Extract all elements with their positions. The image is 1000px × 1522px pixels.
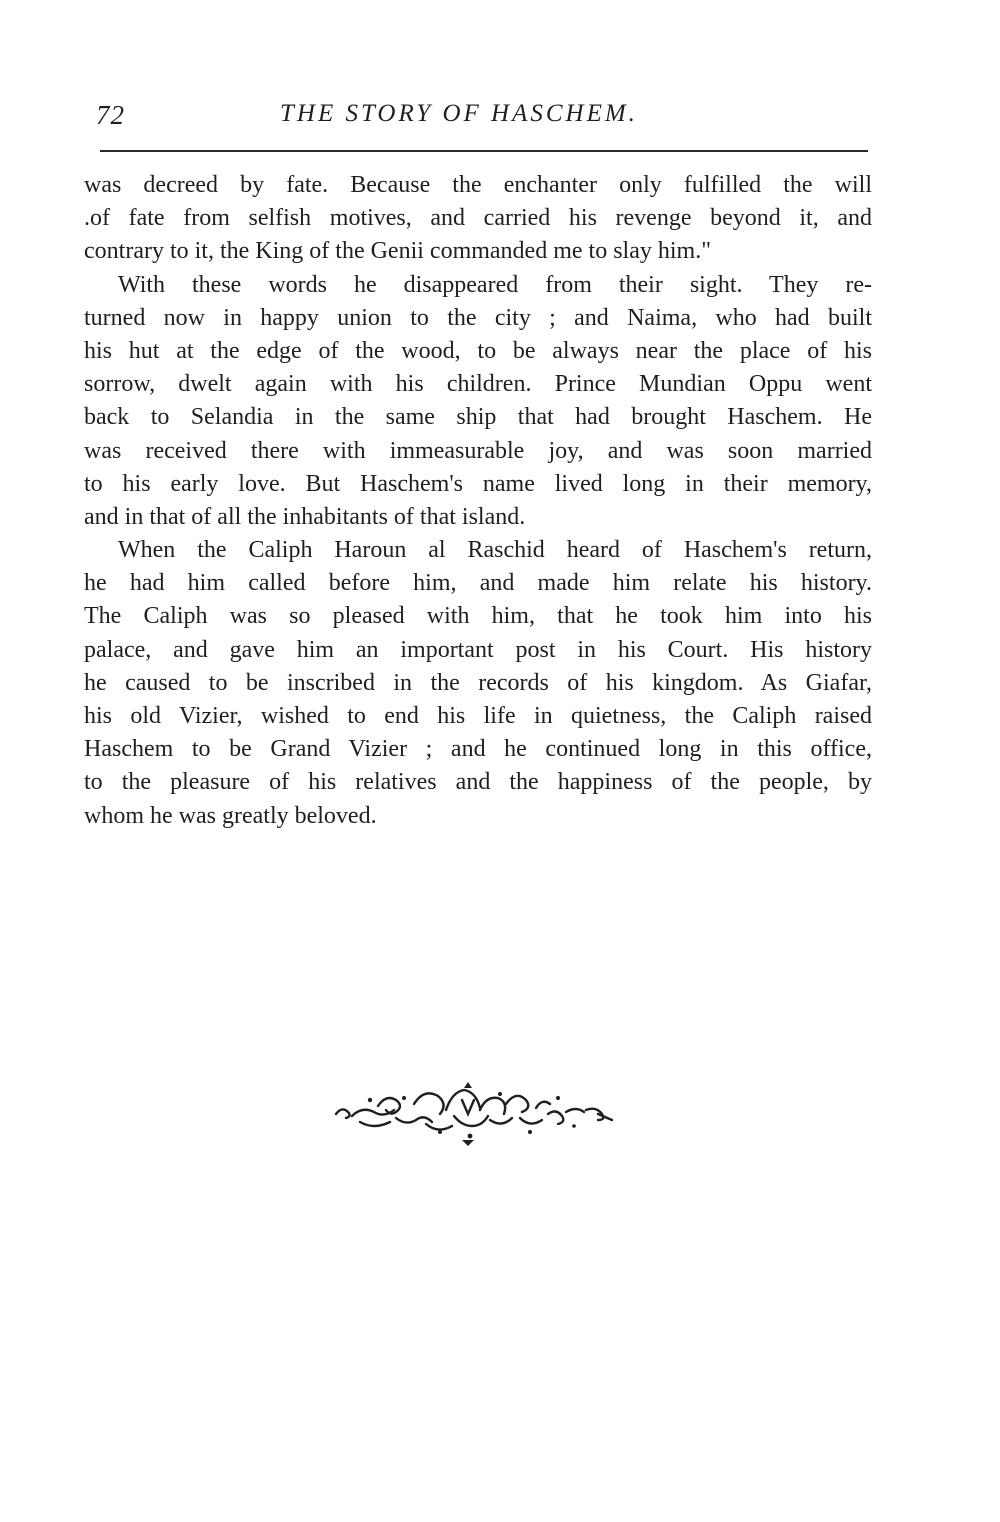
text-line: whom he was greatly beloved. (84, 802, 377, 829)
text-line: to his early love. But Haschem's name lived long in their memory, (84, 470, 872, 497)
text-line: his old Vizier, wished to end his life in quietness, the Caliph raised (84, 703, 872, 729)
text-line: When the Caliph Haroun al Raschid heard of Haschem's return, (118, 537, 872, 564)
text-line: turned now in happy union to the city ; and Naima, who had built (84, 304, 872, 331)
text-line: contrary to it, the King of the Genii commanded me to slay him." (84, 238, 711, 265)
body-text (84, 169, 872, 833)
text-line: palace, and gave him an important post in his Court. His history (84, 636, 872, 663)
text-line: sorrow, dwelt again with his children. Prince Mundian Oppu went (84, 371, 872, 398)
text-line: to the pleasure of his relatives and the happiness of the people, by (84, 769, 872, 796)
header-rule (100, 150, 868, 152)
text-line: he caused to be inscribed in the records of his kingdom. As Giafar, (84, 669, 872, 696)
text-line: back to Selandia in the same ship that had brought Haschem. He (84, 404, 872, 431)
text-line: The Caliph was so pleased with him, that he took him into his (84, 603, 872, 630)
text-line: he had him called before him, and made him relate his history. (84, 570, 872, 597)
running-title: THE STORY OF HASCHEM. (280, 100, 638, 127)
text-line: was decreed by fate. Because the enchanter only fulfilled the will (84, 172, 872, 198)
text-line: and in that of all the inhabitants of that island. (84, 503, 526, 530)
text-line: .of fate from selfish motives, and carried his revenge beyond it, and (84, 205, 872, 232)
text-line: was received there with immeasurable joy, and was soon married (84, 437, 872, 464)
page-number: 72 (96, 100, 125, 130)
text-line: Haschem to be Grand Vizier ; and he continued long in this office, (84, 736, 872, 763)
floral-tailpiece-ornament-icon (330, 1080, 620, 1150)
text-line: his hut at the edge of the wood, to be always near the place of his (84, 337, 872, 364)
text-line: With these words he disappeared from their sight. They re- (118, 271, 872, 298)
